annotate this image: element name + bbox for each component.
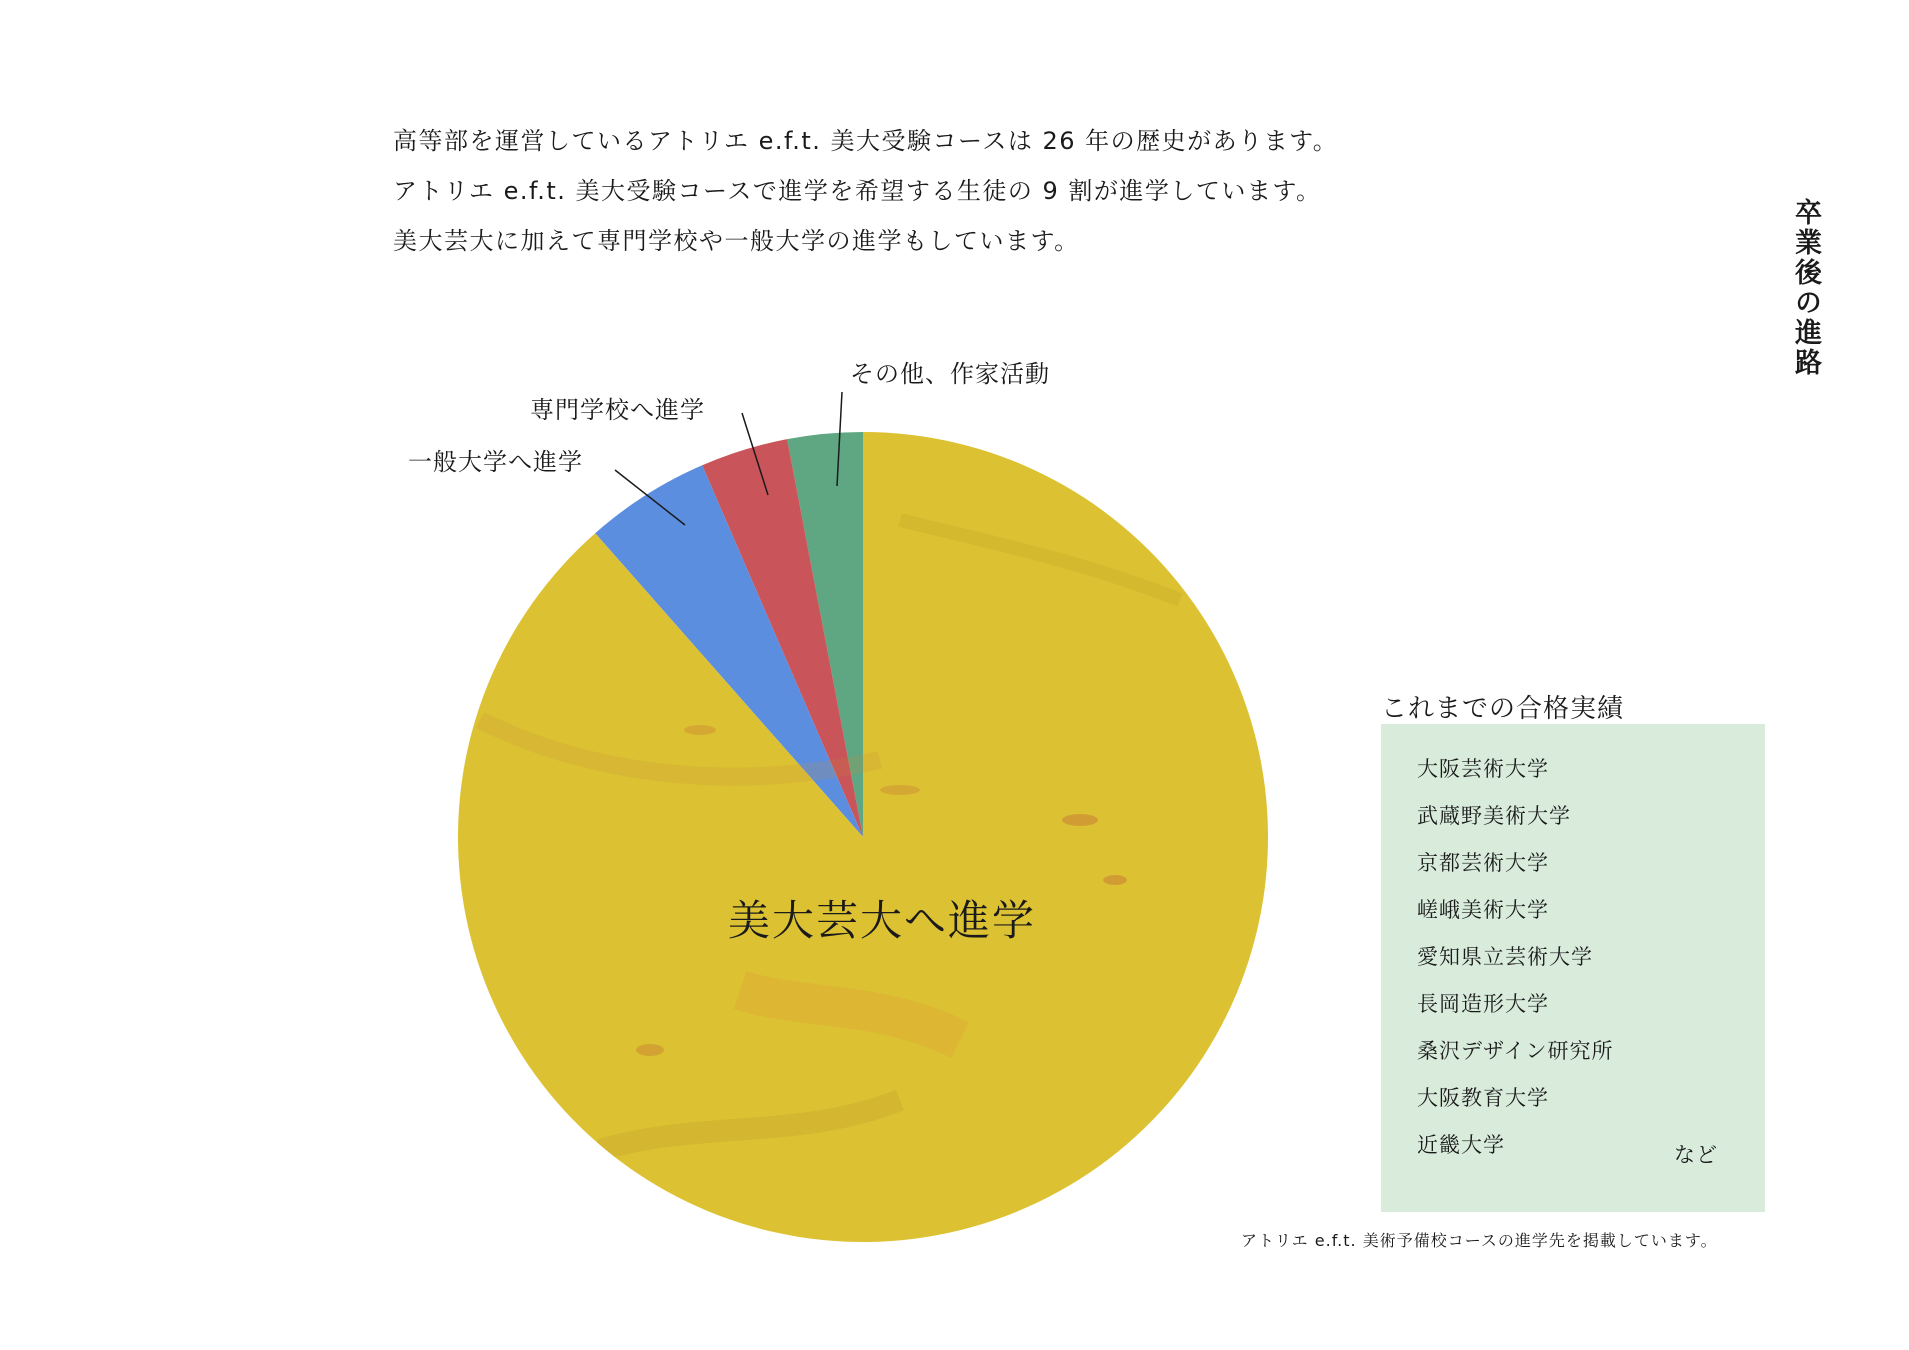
results-list xyxy=(1381,724,1765,1179)
intro-line-1: 高等部を運営しているアトリエ e.f.t. 美大受験コースは 26 年の歴史があります。 xyxy=(393,127,1339,155)
results-etc: など xyxy=(1674,1143,1718,1167)
results-item: 愛知県立芸術大学 xyxy=(1417,945,1593,969)
results-item: 武蔵野美術大学 xyxy=(1417,804,1571,828)
intro-line-3: 美大芸大に加えて専門学校や一般大学の進学もしています。 xyxy=(393,227,1080,255)
slice-label: 専門学校へ進学 xyxy=(530,396,705,424)
results-item: 近畿大学 xyxy=(1417,1133,1505,1157)
results-item: 大阪教育大学 xyxy=(1417,1086,1549,1110)
results-item: 京都芸術大学 xyxy=(1417,851,1549,875)
page-title: 卒業後の進路 xyxy=(1790,198,1821,378)
footnote: アトリエ e.f.t. 美術予備校コースの進学先を掲載しています。 xyxy=(1241,1231,1718,1250)
slice-label: その他、作家活動 xyxy=(850,360,1050,388)
intro-line-2: アトリエ e.f.t. 美大受験コースで進学を希望する生徒の 9 割が進学しています。 xyxy=(393,177,1322,205)
slice-label: 美大芸大へ進学 xyxy=(727,896,1037,945)
slice-label: 一般大学へ進学 xyxy=(408,448,583,476)
results-item: 長岡造形大学 xyxy=(1417,992,1549,1016)
results-item: 桑沢デザイン研究所 xyxy=(1417,1039,1614,1063)
results-title: これまでの合格実績 xyxy=(1381,694,1625,724)
results-item: 大阪芸術大学 xyxy=(1417,757,1549,781)
results-item: 嵯峨美術大学 xyxy=(1417,898,1549,922)
results-box xyxy=(1381,724,1765,1212)
